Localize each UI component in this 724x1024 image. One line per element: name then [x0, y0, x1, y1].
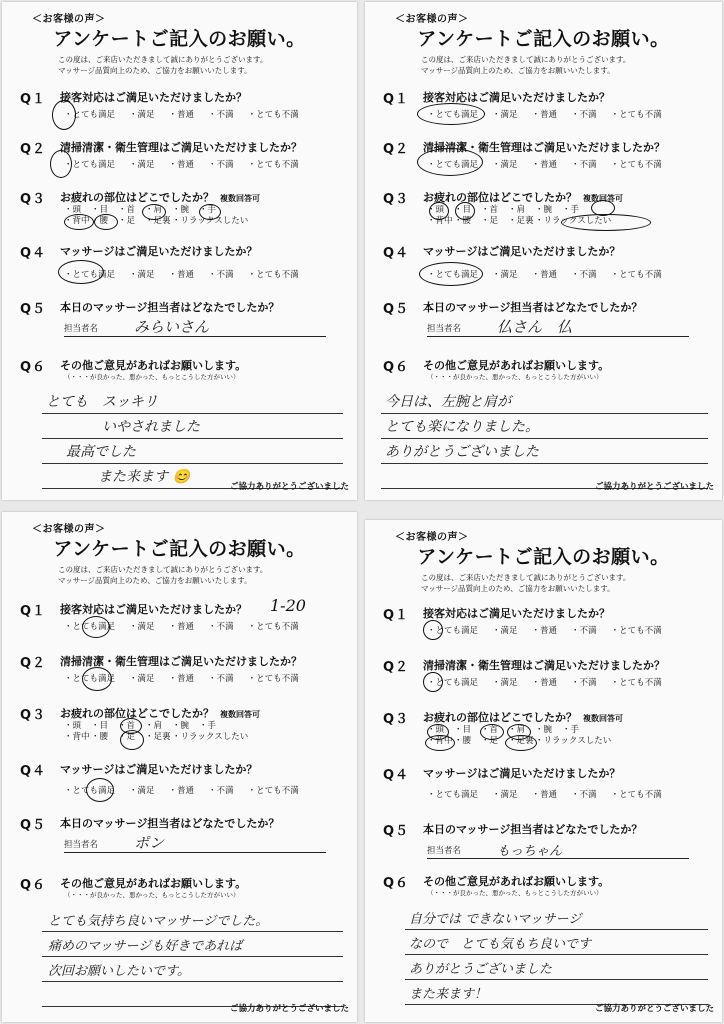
question-2: Q２ 清掃清潔・衛生管理はご満足いただけましたか？ ・とても満足 ・満足 ・普通 ・不満 ・とても不満	[2, 138, 357, 188]
comment-line: また来ます！	[409, 987, 488, 1002]
comment-line: 自分では できないマッサージ	[409, 912, 582, 927]
comment-area[interactable]	[381, 389, 708, 489]
comment-area[interactable]	[405, 905, 708, 1005]
answer-mark	[561, 214, 651, 231]
question-4: Q４ マッサージはご満足いただけましたか？ ・とても満足 ・満足 ・普通 ・不満 ・とても不満	[365, 242, 722, 292]
answer-mark	[417, 103, 485, 125]
answer-mark	[199, 204, 221, 220]
q3-body-parts: ・頭 ・目 ・首 ・肩 ・腕 ・手 ・背中・腰 ・足 ・足裏・リラックスしたい	[427, 205, 612, 226]
q1-options: ・とても満足 ・満足 ・普通 ・不満 ・とても不満	[64, 110, 299, 120]
q1-options: ・とても満足 ・満足 ・普通 ・不満 ・とても不満	[427, 110, 662, 120]
thank-you-note: ご協力ありがとうございました	[229, 1004, 349, 1014]
staff-name-field[interactable]: 担当者名 みらいさん	[64, 320, 326, 337]
comment-line: 最高でした	[66, 444, 136, 460]
q4-options: ・とても満足 ・満足 ・普通 ・不満 ・とても不満	[427, 790, 662, 800]
answer-mark	[423, 672, 443, 692]
comment-line: ありがとうございました	[385, 444, 539, 460]
q3-body-parts: ・頭 ・目 ・首 ・肩 ・腕 ・手 ・背中・腰 ・足 ・足裏・リラックスしたい	[64, 205, 249, 226]
question-2: Q２ 清掃清潔・衛生管理はご満足いただけましたか？ ・とても満足 ・満足 ・普通 ・不満 ・とても不満	[2, 652, 357, 702]
question-4: Q４ マッサージはご満足いただけましたか？ ・とても満足 ・満足 ・普通 ・不満 ・とても不満	[365, 764, 722, 814]
staff-name-field[interactable]: 担当者名 もっちゃん	[427, 842, 689, 859]
customer-voice-tag: ＜お客様の声＞	[32, 14, 106, 25]
answer-mark	[86, 778, 114, 802]
q3-body-parts: ・頭 ・目 ・首 ・肩 ・腕 ・手 ・背中・腰 ・足 ・足裏・リラックスしたい	[64, 721, 249, 742]
question-2: Q２ 清掃清潔・衛生管理はご満足いただけましたか？ ・とても満足 ・満足 ・普通 ・不満 ・とても不満	[365, 656, 722, 706]
answer-mark	[429, 202, 449, 220]
q4-options: ・とても満足 ・満足 ・普通 ・不満 ・とても不満	[427, 270, 662, 280]
answer-mark	[94, 214, 118, 230]
answer-mark	[505, 735, 537, 751]
comment-line: とても楽になりました。	[385, 419, 539, 435]
survey-title: アンケートご記入のお願い。	[417, 28, 670, 50]
survey-intro: この度は、ご来店いただきまして誠にありがとうございます。 マッサージ品質向上のため、ご協力をお願いいたします。	[421, 55, 631, 75]
comment-line: いやされました	[102, 419, 200, 435]
comment-line: 痛めのマッサージも好きであれば	[48, 939, 243, 954]
question-5: Q５ 本日のマッサージ担当者はどなたでしたか？ 担当者名 もっちゃん	[365, 820, 722, 870]
customer-voice-tag: ＜お客様の声＞	[395, 532, 469, 543]
question-2: Q２ 清掃清潔・衛生管理はご満足いただけましたか？ ・とても満足 ・満足 ・普通 ・不満 ・とても不満	[365, 138, 722, 188]
question-6: Q６ その他ご意見があればお願いします。 （・・・が良かった、悪かった、もっとこうした方がいい） 今日は、左腕と肩が とても楽になりました。 ありがとうございました	[365, 356, 722, 496]
q2-options: ・とても満足 ・満足 ・普通 ・不満 ・とても不満	[427, 160, 662, 170]
answer-mark	[82, 616, 110, 638]
q2-options: ・とても満足 ・満足 ・普通 ・不満 ・とても不満	[64, 674, 299, 684]
answer-mark	[455, 202, 475, 220]
question-1: Q１ 接客対応はご満足いただけましたか？ ・とても満足 ・満足 ・普通 ・不満 ・とても不満	[365, 88, 722, 138]
question-4: Q４ マッサージはご満足いただけましたか？ ・とても満足 ・満足 ・普通 ・不満 ・とても不満	[2, 760, 357, 810]
comment-line: ありがとうございました	[409, 962, 553, 977]
answer-mark	[423, 620, 443, 640]
customer-voice-tag: ＜お客様の声＞	[395, 14, 469, 25]
handwritten-staff-name: みらいさん	[134, 318, 210, 336]
q2-options: ・とても満足 ・満足 ・普通 ・不満 ・とても不満	[64, 160, 299, 170]
question-3: Q３ お疲れの部位はどこでしたか？ 複数回答可 ・頭 ・目 ・首 ・肩 ・腕 ・手 ・背中・腰 ・足 ・足裏・リラックスしたい	[365, 708, 722, 758]
q2-options: ・とても満足 ・満足 ・普通 ・不満 ・とても不満	[427, 678, 662, 688]
question-5: Q５ 本日のマッサージ担当者はどなたでしたか？ 担当者名 仏さん 仏	[365, 298, 722, 348]
answer-mark	[142, 204, 166, 220]
question-5: Q５ 本日のマッサージ担当者はどなたでしたか？ 担当者名 ポン	[2, 814, 357, 864]
answer-mark	[417, 148, 483, 176]
answer-mark	[120, 730, 144, 750]
q1-options: ・とても満足 ・満足 ・普通 ・不満 ・とても不満	[64, 622, 299, 632]
comment-line: とても気持ち良いマッサージでした。	[48, 914, 269, 929]
survey-sheet-2	[365, 2, 722, 500]
question-6: Q６ その他ご意見があればお願いします。 （・・・が良かった、悪かった、もっとこうした方がいい） とても スッキリ いやされました 最高でした また来ます 😊	[2, 356, 357, 496]
thank-you-note: ご協力ありがとうございました	[594, 482, 714, 492]
question-1: Q１ 接客対応はご満足いただけましたか？ ・とても満足 ・満足 ・普通 ・不満 ・とても不満	[2, 88, 357, 138]
customer-voice-tag: ＜お客様の声＞	[32, 524, 106, 535]
handwritten-staff-name: もっちゃん	[497, 844, 563, 859]
handwritten-staff-name: ポン	[134, 834, 165, 852]
comment-area[interactable]	[42, 389, 343, 489]
survey-title: アンケートご記入のお願い。	[53, 28, 306, 50]
thank-you-note: ご協力ありがとうございました	[594, 1004, 714, 1014]
answer-mark	[64, 214, 94, 230]
q3-body-parts: ・頭 ・目 ・首 ・肩 ・腕 ・手 ・背中・腰 ・足 ・足裏・リラックスしたい	[427, 725, 612, 746]
question-3: Q３ お疲れの部位はどこでしたか？ 複数回答可 ・頭 ・目 ・首 ・肩 ・腕 ・手 ・背中・腰 ・足 ・足裏・リラックスしたい	[2, 704, 357, 754]
staff-name-field[interactable]: 担当者名 ポン	[64, 836, 326, 853]
survey-intro: この度は、ご来店いただきまして誠にありがとうございます。 マッサージ品質向上のため、ご協力をお願いいたします。	[58, 565, 268, 585]
comment-area[interactable]	[42, 907, 343, 1007]
answer-mark	[425, 735, 455, 751]
survey-sheet-1	[2, 2, 357, 500]
survey-title: アンケートご記入のお願い。	[417, 546, 670, 568]
handwritten-staff-name: 仏さん 仏	[497, 318, 573, 336]
handwritten-note: 1-20	[270, 596, 306, 615]
comment-line: 今日は、左腕と肩が	[385, 394, 511, 410]
question-4: Q４ マッサージはご満足いただけましたか？ ・とても満足 ・満足 ・普通 ・不満 ・とても不満	[2, 242, 357, 292]
survey-intro: この度は、ご来店いただきまして誠にありがとうございます。 マッサージ品質向上のため、ご協力をお願いいたします。	[421, 573, 631, 593]
answer-mark	[50, 150, 72, 178]
comment-line: なので とても気もち良いです	[409, 937, 592, 952]
answer-mark	[419, 262, 483, 286]
thank-you-note: ご協力ありがとうございました	[229, 482, 349, 492]
answer-mark	[58, 260, 104, 284]
question-3: Q３ お疲れの部位はどこでしたか？ 複数回答可 ・頭 ・目 ・首 ・肩 ・腕 ・手 ・背中・腰 ・足 ・足裏・リラックスしたい	[2, 188, 357, 238]
q4-options: ・とても満足 ・満足 ・普通 ・不満 ・とても不満	[64, 270, 299, 280]
question-6: Q６ その他ご意見があればお願いします。 （・・・が良かった、悪かった、もっとこうした方がいい） 自分では できないマッサージ なので とても気もち良いです ありがとうございました また来ます！	[365, 872, 722, 1012]
survey-intro: この度は、ご来店いただきまして誠にありがとうございます。 マッサージ品質向上のため、ご協力をお願いいたします。	[58, 55, 268, 75]
q1-options: ・とても満足 ・満足 ・普通 ・不満 ・とても不満	[427, 626, 662, 636]
answer-mark	[82, 667, 112, 691]
question-3: Q３ お疲れの部位はどこでしたか？ 複数回答可 ・頭 ・目 ・首 ・肩 ・腕 ・手 ・背中・腰 ・足 ・足裏・リラックスしたい	[365, 188, 722, 238]
comment-line: また来ます 😊	[98, 469, 190, 485]
q4-options: ・とても満足 ・満足 ・普通 ・不満 ・とても不満	[64, 786, 299, 796]
survey-sheet-4	[365, 520, 722, 1022]
question-1: Q１ 接客対応はご満足いただけましたか？ ・とても満足 ・満足 ・普通 ・不満 ・とても不満	[365, 604, 722, 654]
survey-sheet-3	[2, 512, 357, 1022]
staff-name-field[interactable]: 担当者名 仏さん 仏	[427, 320, 689, 337]
comment-line: とても スッキリ	[46, 394, 158, 410]
answer-mark	[52, 100, 76, 130]
comment-line: 次回お願いしたいです。	[48, 964, 190, 979]
question-1: Q１ 接客対応はご満足いただけましたか？ 1-20 ・とても満足 ・満足 ・普通 ・不満 ・とても不満	[2, 600, 357, 650]
survey-title: アンケートご記入のお願い。	[53, 538, 306, 560]
question-6: Q６ その他ご意見があればお願いします。 （・・・が良かった、悪かった、もっとこうした方がいい） とても気持ち良いマッサージでした。 痛めのマッサージも好きであれば 次回お願いしたいです。	[2, 874, 357, 1014]
question-5: Q５ 本日のマッサージ担当者はどなたでしたか？ 担当者名 みらいさん	[2, 298, 357, 348]
answer-mark	[480, 724, 504, 740]
